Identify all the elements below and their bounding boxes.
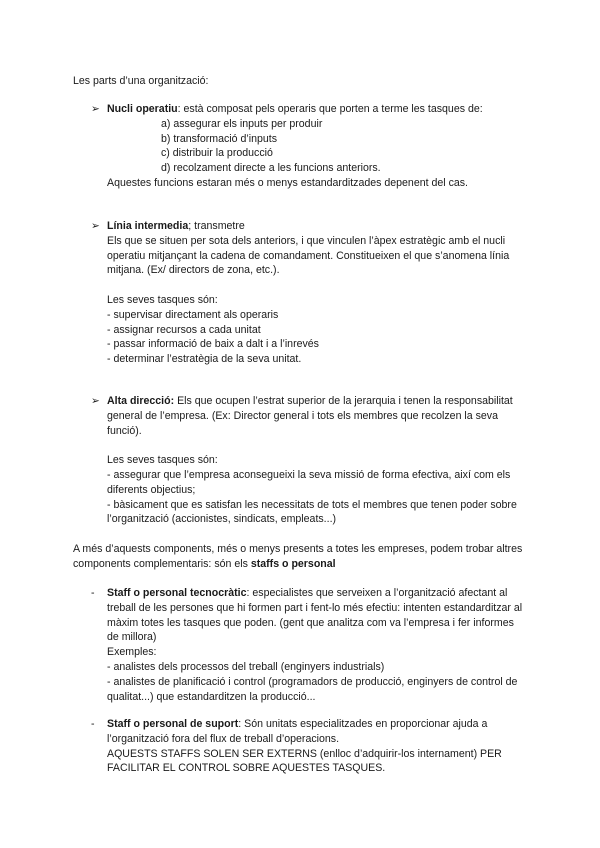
arrow-bullet-icon: ➢ [91,395,100,407]
list-item: - determinar l’estratègia de la seva unitat. [107,353,302,366]
linia-tasks-heading: Les seves tasques són: [107,293,218,306]
staff-suport-caps: AQUESTS STAFFS SOLEN SER EXTERNS (enlloc d’adquirir-los internament) PER FACILITAR EL CONTROL SOBRE AQUESTES TASQUES. [107,747,502,775]
linia-paragraph: Els que se situen per sota dels anteriors, i que vinculen l’àpex estratègic amb el nucli operatiu mitjançant la cadena de comandament. Constitueixen el que s’anomena línia mitjana. (Ex/ directors de zona, etc.). [107,234,510,277]
staffs-bold: staffs o personal [250,557,336,570]
intro-heading: Les parts d’una organització: [73,75,209,87]
list-item: c) distribuir la producció [161,147,273,160]
list-item: - bàsicament que es satisfan les necessitats de tots el membres que tenen poder sobre l’organització (accionistes, sindicats, empleats...) [107,498,517,526]
nucli-lead: Nucli operatiu: està composat pels operaris que porten a terme les tasques de: [107,103,483,115]
components-paragraph: A més d’aquests components, més o menys presents a totes les empreses, podem trobar altres components complementaris: són els staffs o personal [73,543,523,570]
staff-suport-title: Staff o personal de suport [107,718,239,730]
staff-suport-lead: Staff o personal de suport: Són unitats especialitzades en proporcionar ajuda a l’organització fora del flux de treball d’operacions. [107,718,488,745]
alta-title: Alta direcció: [107,395,175,407]
dash-bullet: - [91,587,95,599]
alta-lead: Alta direcció: Els que ocupen l’estrat superior de la jerarquia i tenen la responsabilitat general de l’empresa. (Ex: Director general i tots els membres que recolzen la seva funció). [107,395,513,437]
staff-tecnocratic-title: Staff o personal tecnocràtic [107,587,247,599]
list-item: - analistes de planificació i control (programadors de producció, enginyers de control de qualitat...) que estandarditzen la producció... [107,675,518,703]
arrow-bullet-icon: ➢ [91,220,100,232]
list-item: - supervisar directament als operaris [107,308,279,321]
nucli-list [161,117,527,176]
list-item: b) transformació d’inputs [161,132,277,145]
section-nucli-operatiu [91,102,527,191]
section-staff-tecnocratic [91,586,527,704]
section-alta-direccio [91,394,527,527]
nucli-title: Nucli operatiu [107,103,178,115]
list-item: a) assegurar els inputs per produir [161,117,323,130]
linia-lead: Línia intermedia; transmetre [107,220,245,232]
dash-bullet: - [91,718,95,730]
nucli-closing: Aquestes funcions estaran més o menys estandarditzades depenent del cas. [107,176,468,189]
list-item: - assignar recursos a cada unitat [107,323,261,336]
list-item: - passar informació de baix a dalt i a l’inrevés [107,338,319,351]
list-item: - assegurar que l’empresa aconsegueixi la seva missió de forma efectiva, així com els diferents objectius; [107,468,511,496]
staff-tecnocratic-lead: Staff o personal tecnocràtic: especialistes que serveixen a l’organització afectant al treball de les persones que hi formen part i fent-lo més efectiu: intenten estandarditzar al màxim totes les tasques que poden. (gent que analitza com va l’empresa i fer informes de millora) [107,587,523,644]
section-linia-intermedia [91,219,527,367]
linia-title: Línia intermedia [107,220,189,232]
list-item: - analistes dels processos del treball (enginyers industrials) [107,660,385,673]
arrow-bullet-icon: ➢ [91,103,100,115]
examples-heading: Exemples: [107,646,157,659]
list-item: d) recolzament directe a les funcions anteriors. [161,162,381,175]
alta-tasks-heading: Les seves tasques són: [107,454,218,467]
section-staff-suport [91,717,527,776]
